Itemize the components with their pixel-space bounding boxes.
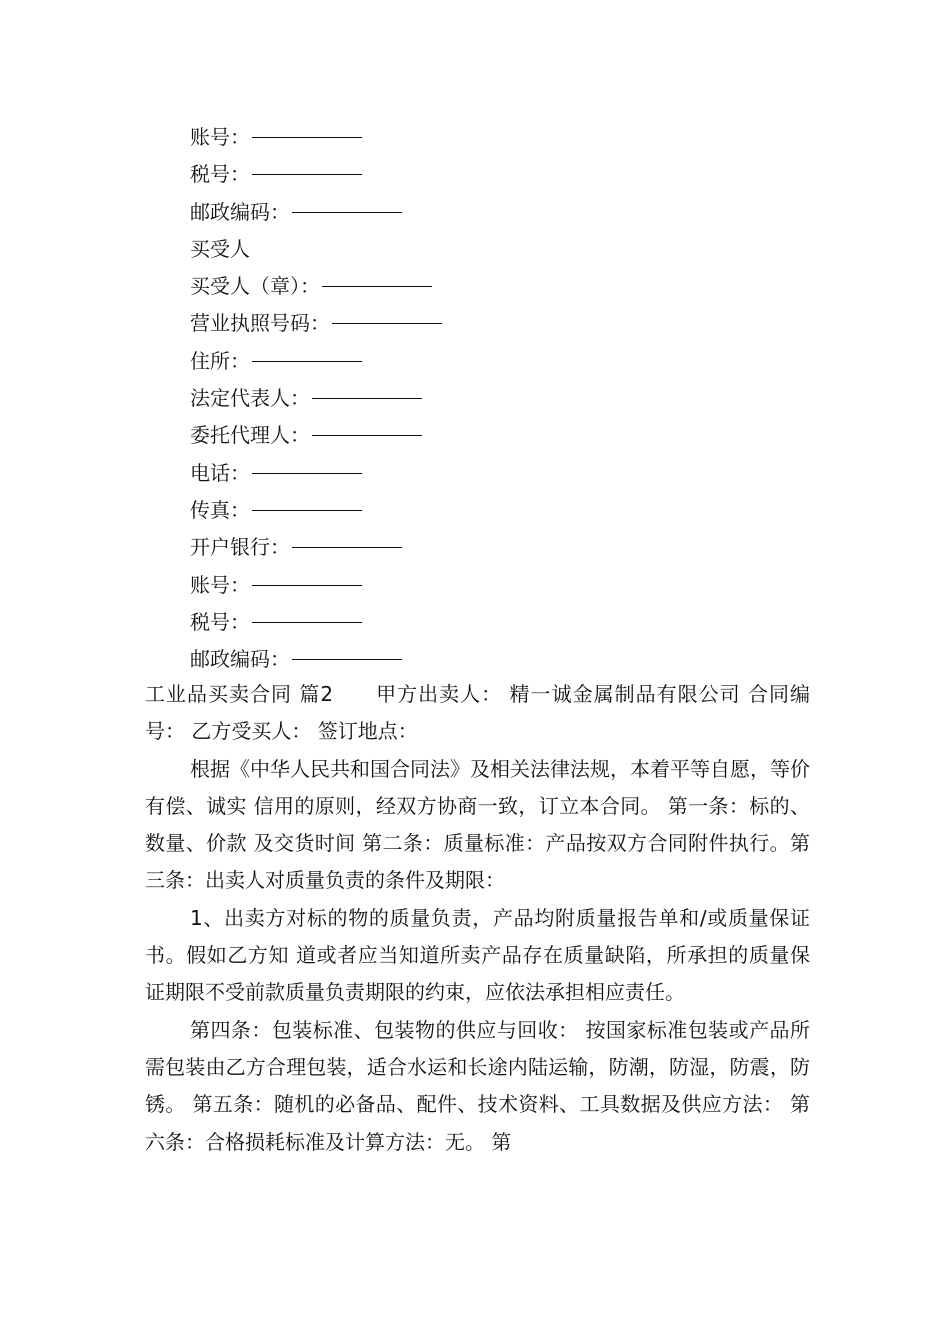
field-label: 传真： xyxy=(190,497,250,522)
field-item xyxy=(190,156,442,193)
field-item xyxy=(190,529,442,566)
field-label: 电话： xyxy=(190,460,250,485)
fill-in-blank xyxy=(292,211,402,213)
buyer-info-field-list xyxy=(190,119,442,678)
quality-clause-paragraph: 1、出卖方对标的物的质量负责，产品均附质量报告单和/或质量保证书。假如乙方知 道或者应当知道所卖产品存在质量缺陷，所承担的质量保证期限不受前款质量负责期限的约束，应依法承担相应责任。 xyxy=(145,905,810,1005)
fill-in-blank xyxy=(292,546,402,548)
field-item xyxy=(190,567,442,604)
field-item xyxy=(190,305,442,342)
fill-in-blank xyxy=(322,285,432,287)
field-label: 账号： xyxy=(190,572,250,597)
field-label: 邮政编码： xyxy=(190,647,290,672)
fill-in-blank xyxy=(252,136,362,138)
field-item xyxy=(190,604,442,641)
field-item xyxy=(190,119,442,156)
contract-header-paragraph: 工业品买卖合同 篇2 甲方出卖人： 精一诚金属制品有限公司 合同编号： 乙方受买人： 签订地点： xyxy=(145,682,810,744)
field-label: 委托代理人： xyxy=(190,423,310,448)
fill-in-blank xyxy=(252,173,362,175)
fill-in-blank xyxy=(252,509,362,511)
field-label: 账号： xyxy=(190,125,250,149)
field-label: 住所： xyxy=(190,348,250,373)
fill-in-blank xyxy=(252,360,362,362)
field-label: 买受人（章）： xyxy=(190,274,320,299)
section-heading xyxy=(190,231,442,268)
fill-in-blank xyxy=(312,434,422,436)
field-item xyxy=(190,455,442,492)
field-label: 买受人 xyxy=(190,236,250,261)
fill-in-blank xyxy=(312,397,422,399)
field-label: 开户银行： xyxy=(190,535,290,560)
field-item xyxy=(190,417,442,454)
fill-in-blank xyxy=(252,584,362,586)
field-label: 税号： xyxy=(190,609,250,634)
field-item xyxy=(190,268,442,305)
field-label: 法定代表人： xyxy=(190,386,310,411)
field-label: 邮政编码： xyxy=(190,199,290,224)
contract-body xyxy=(145,676,810,1161)
field-item xyxy=(190,380,442,417)
field-item xyxy=(190,343,442,380)
field-item xyxy=(190,492,442,529)
fill-in-blank xyxy=(332,322,442,324)
contract-intro-paragraph: 根据《中华人民共和国合同法》及相关法律法规，本着平等自愿，等价有偿、诚实 信用的原则，经双方协商一致，订立本合同。 第一条：标的、数量、价款 及交货时间 第二条：质量标准：产品按双方合同附件执行。第三条：出卖人对质量负责的条件及期限： xyxy=(145,756,810,893)
field-item xyxy=(190,641,442,678)
field-item xyxy=(190,194,442,231)
fill-in-blank xyxy=(292,658,402,660)
fill-in-blank xyxy=(252,472,362,474)
fill-in-blank xyxy=(252,621,362,623)
packaging-clause-paragraph: 第四条：包装标准、包装物的供应与回收： 按国家标准包装或产品所需包装由乙方合理包装，适合水运和长途内陆运输，防潮，防湿，防震，防锈。 第五条：随机的必备品、配件、技术资料、工具数据及供应方法： 第六条：合格损耗标准及计算方法：无。 第 xyxy=(145,1017,810,1154)
field-label: 营业执照号码： xyxy=(190,311,330,336)
field-label: 税号： xyxy=(190,162,250,187)
